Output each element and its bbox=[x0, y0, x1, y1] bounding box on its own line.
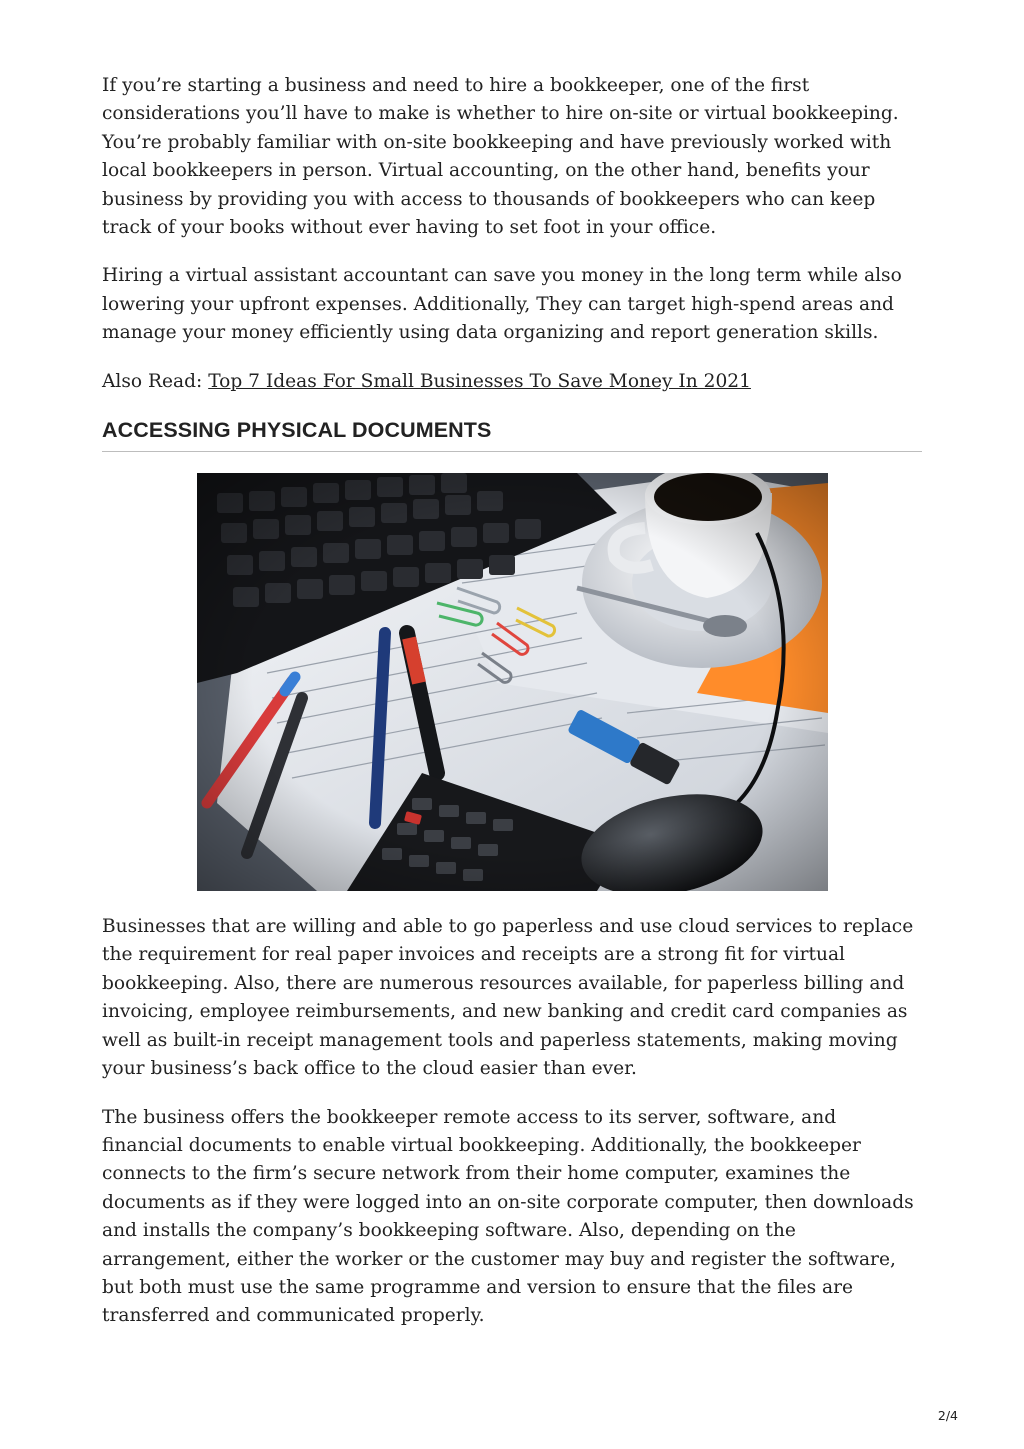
also-read-prefix: Also Read: bbox=[102, 370, 209, 392]
body-paragraph-2: The business offers the bookkeeper remote access to its server, software, and financial documents to enable virtual bookkeeping. Additionally, the bookkeeper connects to the firm’s secure network from their home computer, examines the documents as if they were logged into an on-site corporate computer, then downloads and installs the company’s bookkeeping software. Also, depending on the arrangement, either the worker or the customer may buy and register the software, but both must use the same programme and version to ensure that the files are transferred and communicated properly. bbox=[102, 1106, 914, 1327]
after-figure-section bbox=[102, 913, 922, 1331]
also-read-link[interactable]: Top 7 Ideas For Small Businesses To Save Money In 2021 bbox=[208, 370, 751, 392]
article-content bbox=[102, 72, 922, 1351]
desk-photo bbox=[197, 473, 828, 891]
intro-paragraph-1: If you’re starting a business and need to hire a bookkeeper, one of the first considerations you’ll have to make is whether to hire on-site or virtual bookkeeping. You’re probably familiar with on-site bookkeeping and have previously worked with local bookkeepers in person. Virtual accounting, on the other hand, benefits your business by providing you with access to thousands of bookkeepers who can keep track of your books without ever having to set foot in your office. bbox=[102, 75, 899, 239]
intro-paragraph-2: Hiring a virtual assistant accountant can save you money in the long term while also lowering your upfront expenses. Additionally, They can target high-spend areas and manage your money efficiently using data organizing and report generation skills. bbox=[102, 265, 902, 344]
also-read-line bbox=[102, 368, 922, 396]
page-number: 2/4 bbox=[937, 1408, 958, 1423]
body-paragraph-1: Businesses that are willing and able to go paperless and use cloud services to replace the requirement for real paper invoices and receipts are a strong fit for virtual bookkeeping. Also, there are numerous resources available, for paperless billing and invoicing, employee reimbursements, and new banking and credit card companies as well as built-in receipt management tools and paperless statements, making moving your business’s back office to the cloud easier than ever. bbox=[102, 916, 914, 1080]
section-heading: ACCESSING PHYSICAL DOCUMENTS bbox=[102, 418, 922, 452]
